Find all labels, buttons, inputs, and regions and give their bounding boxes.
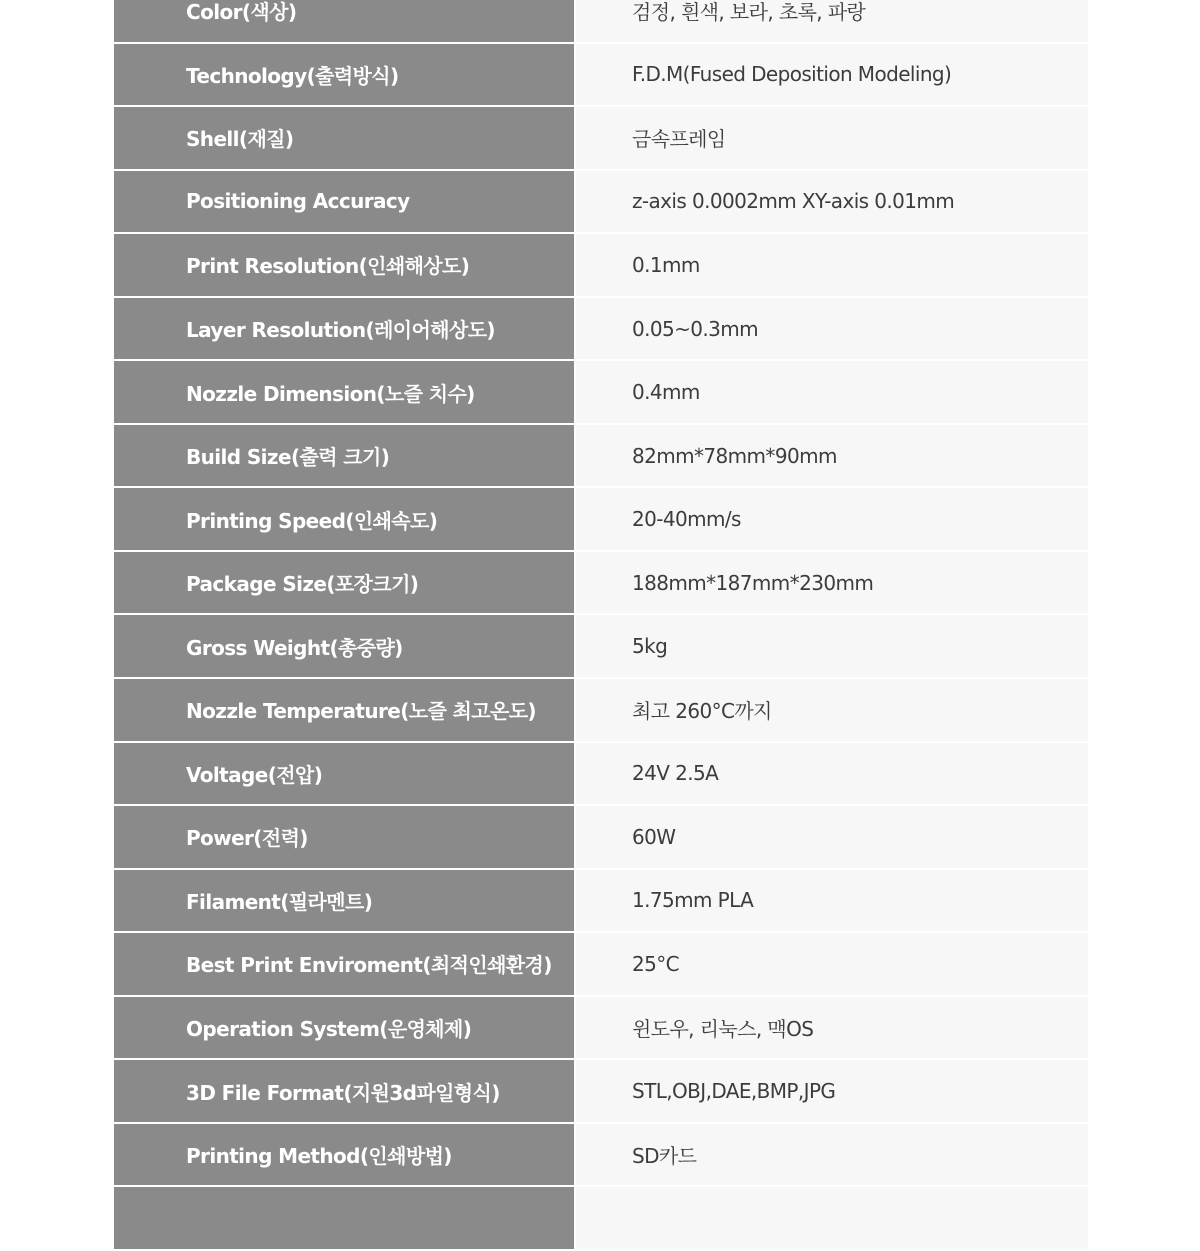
spec-label: Operation System(운영체제) (114, 997, 574, 1059)
spec-row-printing-method (114, 1124, 1088, 1186)
spec-row-cut-off (114, 1187, 1088, 1249)
spec-label: Printing Speed(인쇄속도) (114, 488, 574, 550)
spec-label: Package Size(포장크기) (114, 552, 574, 614)
spec-value: 60W (576, 806, 1088, 868)
spec-value: 5kg (576, 615, 1088, 677)
spec-label: Printing Method(인쇄방법) (114, 1124, 574, 1186)
spec-row-best-print-environment (114, 933, 1088, 995)
spec-value: z-axis 0.0002mm XY-axis 0.01mm (576, 171, 1088, 233)
spec-value: 0.05~0.3mm (576, 298, 1088, 360)
spec-label (114, 1187, 574, 1249)
spec-value: 25°C (576, 933, 1088, 995)
spec-row-layer-resolution (114, 298, 1088, 360)
spec-label: Nozzle Temperature(노즐 최고온도) (114, 679, 574, 741)
spec-label: Power(전력) (114, 806, 574, 868)
spec-table (114, 0, 1088, 1251)
spec-value (576, 1187, 1088, 1249)
spec-value: 0.1mm (576, 234, 1088, 296)
spec-label: Shell(재질) (114, 107, 574, 169)
spec-label: Gross Weight(총중량) (114, 615, 574, 677)
spec-label: Layer Resolution(레이어해상도) (114, 298, 574, 360)
spec-value: 188mm*187mm*230mm (576, 552, 1088, 614)
spec-value: 1.75mm PLA (576, 870, 1088, 932)
spec-value: SD카드 (576, 1124, 1088, 1186)
spec-label: Print Resolution(인쇄해상도) (114, 234, 574, 296)
spec-label: Technology(출력방식) (114, 44, 574, 106)
spec-value: 검정, 흰색, 보라, 초록, 파랑 (576, 0, 1088, 42)
spec-row-nozzle-dimension (114, 361, 1088, 423)
spec-row-package-size (114, 552, 1088, 614)
spec-row-color (114, 0, 1088, 42)
spec-label: Build Size(출력 크기) (114, 425, 574, 487)
spec-label: Best Print Enviroment(최적인쇄환경) (114, 933, 574, 995)
spec-label: Filament(필라멘트) (114, 870, 574, 932)
spec-value: STL,OBJ,DAE,BMP,JPG (576, 1060, 1088, 1122)
spec-row-shell (114, 107, 1088, 169)
spec-value: 윈도우, 리눅스, 맥OS (576, 997, 1088, 1059)
spec-row-build-size (114, 425, 1088, 487)
spec-label: Positioning Accuracy (114, 171, 574, 233)
spec-value: 20-40mm/s (576, 488, 1088, 550)
spec-value: F.D.M(Fused Deposition Modeling) (576, 44, 1088, 106)
spec-row-3d-file-format (114, 1060, 1088, 1122)
spec-row-print-resolution (114, 234, 1088, 296)
spec-row-positioning-accuracy (114, 171, 1088, 233)
spec-row-operation-system (114, 997, 1088, 1059)
spec-row-gross-weight (114, 615, 1088, 677)
spec-row-nozzle-temperature (114, 679, 1088, 741)
spec-row-printing-speed (114, 488, 1088, 550)
spec-row-voltage (114, 743, 1088, 805)
spec-label: Nozzle Dimension(노즐 치수) (114, 361, 574, 423)
spec-value: 82mm*78mm*90mm (576, 425, 1088, 487)
spec-row-power (114, 806, 1088, 868)
spec-row-technology (114, 44, 1088, 106)
spec-value: 24V 2.5A (576, 743, 1088, 805)
spec-row-filament (114, 870, 1088, 932)
spec-label: 3D File Format(지원3d파일형식) (114, 1060, 574, 1122)
spec-label: Voltage(전압) (114, 743, 574, 805)
spec-label: Color(색상) (114, 0, 574, 42)
spec-value: 0.4mm (576, 361, 1088, 423)
spec-value: 금속프레임 (576, 107, 1088, 169)
spec-value: 최고 260°C까지 (576, 679, 1088, 741)
